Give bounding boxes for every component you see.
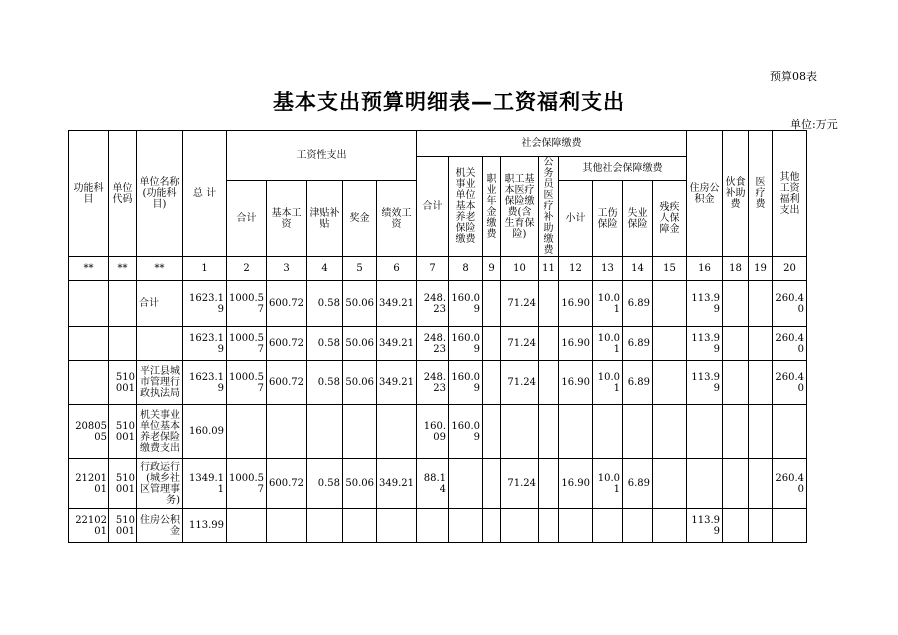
header-wage-total: 合计 <box>227 181 267 257</box>
cell-housing: 113.99 <box>687 361 723 405</box>
cell-sub <box>559 405 593 459</box>
cell-other <box>773 405 807 459</box>
cell-name: 行政运行(城乡社区管理事务) <box>137 459 183 509</box>
cell-medcost <box>749 405 773 459</box>
cell-wt: 1000.57 <box>227 281 267 327</box>
header-medical: 职工基本医疗保险缴费(含生育保险) <box>501 157 539 257</box>
index-cell: 20 <box>773 257 807 281</box>
cell-perf: 349.21 <box>377 327 417 361</box>
cell-pension: 160.09 <box>449 327 483 361</box>
cell-allow <box>307 509 343 543</box>
cell-medcost <box>749 459 773 509</box>
index-cell: ** <box>69 257 109 281</box>
cell-perf: 349.21 <box>377 459 417 509</box>
index-cell: 7 <box>417 257 449 281</box>
cell-injury: 10.01 <box>593 327 623 361</box>
cell-sub: 16.90 <box>559 459 593 509</box>
cell-meal <box>723 509 749 543</box>
cell-annuity <box>483 281 501 327</box>
cell-injury: 10.01 <box>593 459 623 509</box>
header-perf: 绩效工资 <box>377 181 417 257</box>
cell-bonus <box>343 405 377 459</box>
cell-other: 260.40 <box>773 281 807 327</box>
header-meal: 伙食补助费 <box>723 131 749 257</box>
cell-bonus: 50.06 <box>343 281 377 327</box>
index-cell: 5 <box>343 257 377 281</box>
cell-injury <box>593 405 623 459</box>
table-header <box>69 131 807 257</box>
cell-allow: 0.58 <box>307 459 343 509</box>
cell-medical <box>501 509 539 543</box>
cell-st: 88.14 <box>417 459 449 509</box>
cell-wt: 1000.57 <box>227 361 267 405</box>
cell-other <box>773 509 807 543</box>
cell-func: 2120101 <box>69 459 109 509</box>
cell-allow: 0.58 <box>307 327 343 361</box>
header-unit-code: 单位代码 <box>109 131 137 257</box>
cell-code: 510001 <box>109 405 137 459</box>
table-row <box>69 459 807 509</box>
cell-housing: 113.99 <box>687 327 723 361</box>
cell-housing: 113.99 <box>687 509 723 543</box>
cell-pension: 160.09 <box>449 405 483 459</box>
index-cell: 8 <box>449 257 483 281</box>
budget-table <box>68 130 807 543</box>
index-cell: 2 <box>227 257 267 281</box>
header-other: 其他工资福利支出 <box>773 131 807 257</box>
cell-annuity <box>483 459 501 509</box>
cell-medical: 71.24 <box>501 281 539 327</box>
header-annuity: 职业年金缴费 <box>483 157 501 257</box>
cell-disabled <box>653 459 687 509</box>
cell-name: 机关事业单位基本养老保险缴费支出 <box>137 405 183 459</box>
cell-sub: 16.90 <box>559 361 593 405</box>
cell-disabled <box>653 405 687 459</box>
cell-disabled <box>653 281 687 327</box>
cell-annuity <box>483 327 501 361</box>
cell-perf: 349.21 <box>377 281 417 327</box>
cell-perf <box>377 509 417 543</box>
cell-pension <box>449 459 483 509</box>
header-civil-med: 公务员医疗补助缴费 <box>539 157 559 257</box>
header-other-sub: 小计 <box>559 181 593 257</box>
header-social-total: 合计 <box>417 157 449 257</box>
header-basic: 基本工资 <box>267 181 307 257</box>
header-unit-name: 单位名称(功能科目) <box>137 131 183 257</box>
cell-injury: 10.01 <box>593 361 623 405</box>
index-cell: 10 <box>501 257 539 281</box>
cell-injury: 10.01 <box>593 281 623 327</box>
cell-medical: 71.24 <box>501 361 539 405</box>
cell-name: 住房公积金 <box>137 509 183 543</box>
index-row <box>69 257 807 281</box>
index-cell: 6 <box>377 257 417 281</box>
index-cell: 15 <box>653 257 687 281</box>
header-disabled: 残疾人保障金 <box>653 181 687 257</box>
cell-medcost <box>749 361 773 405</box>
header-total: 总 计 <box>183 131 227 257</box>
cell-st <box>417 509 449 543</box>
table-body <box>69 281 807 543</box>
index-cell: ** <box>109 257 137 281</box>
index-cell: 11 <box>539 257 559 281</box>
header-func: 功能科目 <box>69 131 109 257</box>
cell-other: 260.40 <box>773 361 807 405</box>
index-cell: 1 <box>183 257 227 281</box>
index-cell: 18 <box>723 257 749 281</box>
cell-basic <box>267 509 307 543</box>
cell-unemp: 6.89 <box>623 459 653 509</box>
cell-sub: 16.90 <box>559 281 593 327</box>
cell-basic: 600.72 <box>267 459 307 509</box>
index-cell: 3 <box>267 257 307 281</box>
cell-civil <box>539 509 559 543</box>
cell-func <box>69 281 109 327</box>
cell-unemp <box>623 509 653 543</box>
table-row <box>69 327 807 361</box>
cell-civil <box>539 327 559 361</box>
index-cell: 19 <box>749 257 773 281</box>
cell-injury <box>593 509 623 543</box>
cell-total: 1623.19 <box>183 327 227 361</box>
table-row <box>69 405 807 459</box>
cell-other: 260.40 <box>773 459 807 509</box>
cell-perf <box>377 405 417 459</box>
header-injury: 工伤保险 <box>593 181 623 257</box>
cell-meal <box>723 327 749 361</box>
cell-perf: 349.21 <box>377 361 417 405</box>
cell-code: 510001 <box>109 361 137 405</box>
cell-meal <box>723 361 749 405</box>
cell-total: 1623.19 <box>183 281 227 327</box>
cell-annuity <box>483 509 501 543</box>
index-cell: 12 <box>559 257 593 281</box>
cell-allow: 0.58 <box>307 281 343 327</box>
cell-housing <box>687 405 723 459</box>
cell-meal <box>723 459 749 509</box>
cell-code: 510001 <box>109 509 137 543</box>
header-housing: 住房公积金 <box>687 131 723 257</box>
header-bonus: 奖金 <box>343 181 377 257</box>
cell-bonus: 50.06 <box>343 459 377 509</box>
cell-annuity <box>483 361 501 405</box>
cell-sub <box>559 509 593 543</box>
cell-civil <box>539 361 559 405</box>
cell-meal <box>723 405 749 459</box>
header-pension: 机关事业单位基本养老保险缴费 <box>449 157 483 257</box>
cell-pension <box>449 509 483 543</box>
cell-housing <box>687 459 723 509</box>
form-number: 预算08表 <box>770 70 817 83</box>
cell-total: 160.09 <box>183 405 227 459</box>
cell-annuity <box>483 405 501 459</box>
cell-unemp: 6.89 <box>623 361 653 405</box>
index-cell: 14 <box>623 257 653 281</box>
header-unemp: 失业保险 <box>623 181 653 257</box>
cell-medical <box>501 405 539 459</box>
cell-basic: 600.72 <box>267 327 307 361</box>
cell-func <box>69 327 109 361</box>
cell-name: 合计 <box>137 281 183 327</box>
index-cell: 16 <box>687 257 723 281</box>
page-title: 基本支出预算明细表—工资福利支出 <box>273 90 625 114</box>
cell-func: 2080505 <box>69 405 109 459</box>
cell-civil <box>539 281 559 327</box>
cell-pension: 160.09 <box>449 361 483 405</box>
cell-pension: 160.09 <box>449 281 483 327</box>
cell-medcost <box>749 509 773 543</box>
header-social: 社会保障缴费 <box>417 131 687 157</box>
cell-st: 248.23 <box>417 361 449 405</box>
cell-wt: 1000.57 <box>227 459 267 509</box>
table-row <box>69 509 807 543</box>
cell-total: 113.99 <box>183 509 227 543</box>
cell-wt <box>227 405 267 459</box>
header-allow: 津贴补贴 <box>307 181 343 257</box>
index-cell: 4 <box>307 257 343 281</box>
unit-label: 单位:万元 <box>790 118 838 131</box>
header-other-social: 其他社会保障缴费 <box>559 157 687 181</box>
cell-medcost <box>749 327 773 361</box>
cell-medical: 71.24 <box>501 459 539 509</box>
cell-meal <box>723 281 749 327</box>
cell-unemp <box>623 405 653 459</box>
cell-disabled <box>653 509 687 543</box>
cell-basic <box>267 405 307 459</box>
cell-allow: 0.58 <box>307 361 343 405</box>
cell-code: 510001 <box>109 459 137 509</box>
header-wage: 工资性支出 <box>227 131 417 181</box>
index-cell: ** <box>137 257 183 281</box>
header-medcost: 医疗费 <box>749 131 773 257</box>
cell-other: 260.40 <box>773 327 807 361</box>
cell-unemp: 6.89 <box>623 281 653 327</box>
index-cell: 9 <box>483 257 501 281</box>
cell-wt <box>227 509 267 543</box>
index-row-group <box>69 257 807 281</box>
cell-st: 160.09 <box>417 405 449 459</box>
cell-allow <box>307 405 343 459</box>
cell-st: 248.23 <box>417 327 449 361</box>
cell-housing: 113.99 <box>687 281 723 327</box>
cell-wt: 1000.57 <box>227 327 267 361</box>
cell-total: 1623.19 <box>183 361 227 405</box>
cell-medcost <box>749 281 773 327</box>
cell-bonus <box>343 509 377 543</box>
cell-civil <box>539 459 559 509</box>
cell-code <box>109 281 137 327</box>
cell-total: 1349.11 <box>183 459 227 509</box>
cell-basic: 600.72 <box>267 361 307 405</box>
cell-func <box>69 361 109 405</box>
cell-name <box>137 327 183 361</box>
table-row <box>69 281 807 327</box>
cell-st: 248.23 <box>417 281 449 327</box>
cell-civil <box>539 405 559 459</box>
table-row <box>69 361 807 405</box>
cell-code <box>109 327 137 361</box>
cell-disabled <box>653 361 687 405</box>
cell-sub: 16.90 <box>559 327 593 361</box>
cell-func: 2210201 <box>69 509 109 543</box>
index-cell: 13 <box>593 257 623 281</box>
cell-bonus: 50.06 <box>343 327 377 361</box>
cell-unemp: 6.89 <box>623 327 653 361</box>
cell-disabled <box>653 327 687 361</box>
cell-medical: 71.24 <box>501 327 539 361</box>
cell-name: 平江县城市管理行政执法局 <box>137 361 183 405</box>
cell-basic: 600.72 <box>267 281 307 327</box>
cell-bonus: 50.06 <box>343 361 377 405</box>
